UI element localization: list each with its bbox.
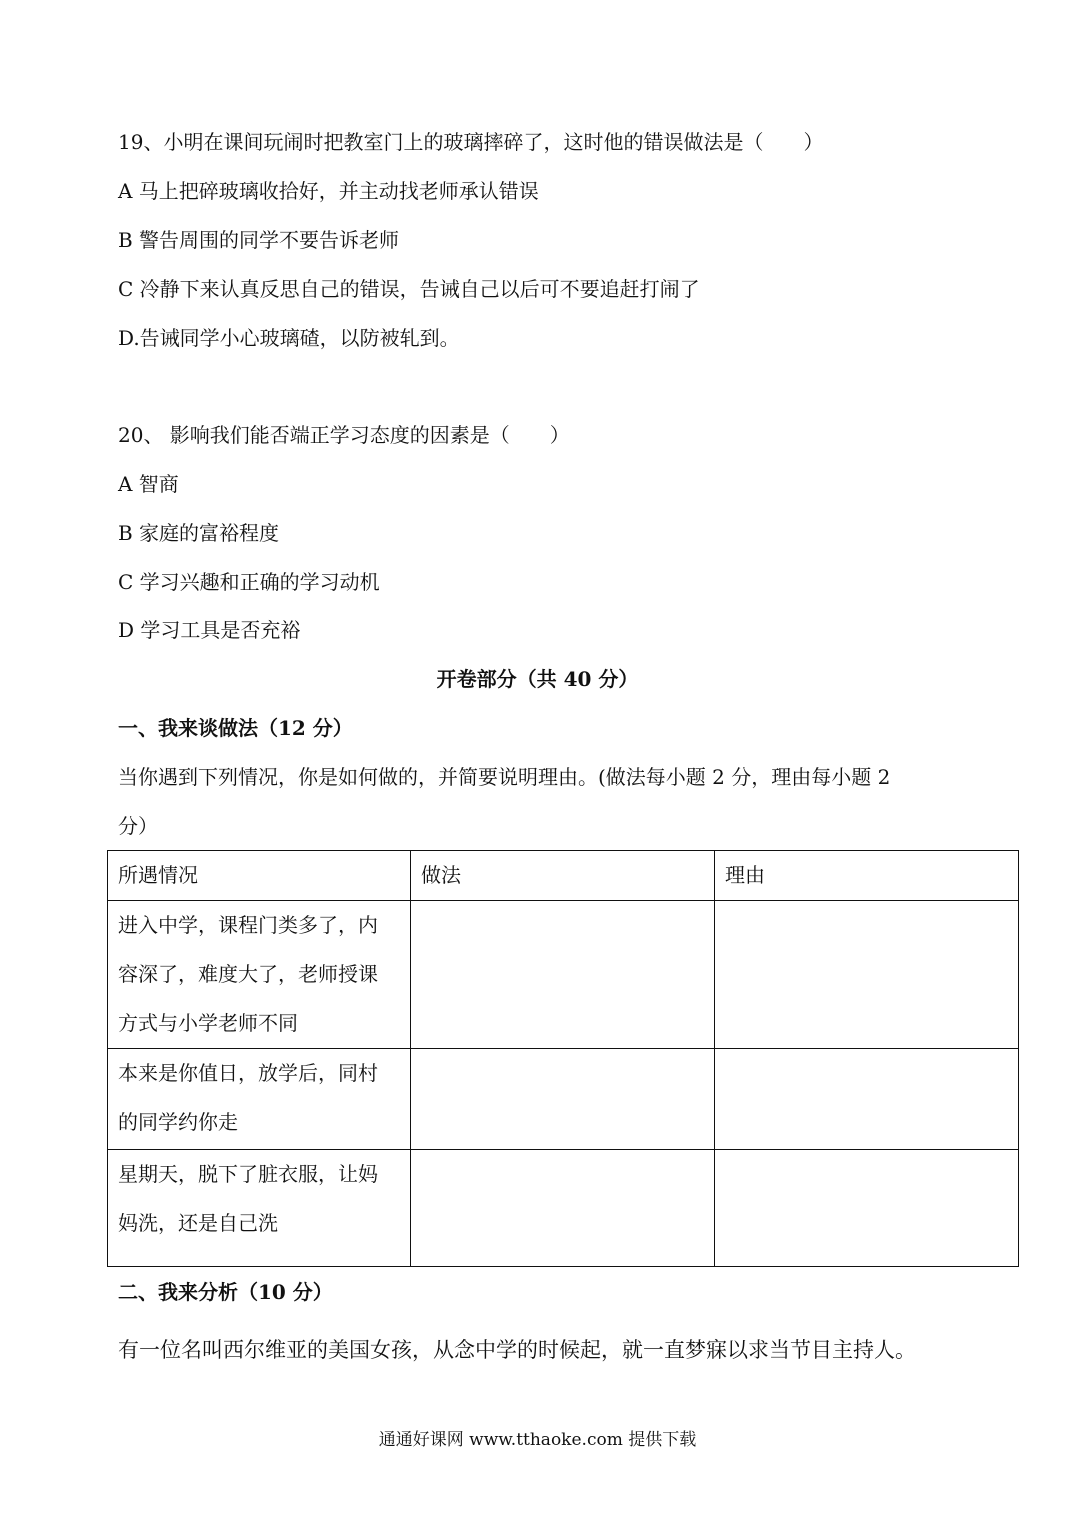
- question-19-option-a: A 马上把碎玻璃收拾好，并主动找老师承认错误: [118, 179, 539, 203]
- table-header-row: [108, 851, 1019, 901]
- situation-cell: [108, 1150, 411, 1267]
- situation-text-line: 的同学约你走: [118, 1110, 238, 1134]
- table-row: [108, 901, 1019, 1049]
- approach-answer-cell[interactable]: [411, 1150, 715, 1267]
- part2-paragraph: 有一位名叫西尔维亚的美国女孩，从念中学的时候起，就一直梦寐以求当节目主持人。: [118, 1338, 916, 1362]
- reason-answer-cell[interactable]: [715, 1150, 1019, 1267]
- situation-table: [107, 850, 1019, 1267]
- part1-instruction-line1: 当你遇到下列情况，你是如何做的，并简要说明理由。(做法每小题 2 分，理由每小题 2: [118, 765, 891, 789]
- header-approach: 做法: [411, 851, 715, 901]
- open-section-title: 开卷部分（共 40 分）: [436, 667, 639, 691]
- question-19-option-c: C 冷静下来认真反思自己的错误，告诫自己以后可不要追赶打闹了: [118, 277, 700, 301]
- header-reason: 理由: [715, 851, 1019, 901]
- table-row: [108, 1150, 1019, 1267]
- table-row: [108, 1049, 1019, 1150]
- reason-answer-cell[interactable]: [715, 901, 1019, 1049]
- situation-text-line: 星期天，脱下了脏衣服，让妈: [118, 1162, 378, 1186]
- situation-text-line: 进入中学，课程门类多了，内: [118, 913, 378, 937]
- approach-answer-cell[interactable]: [411, 1049, 715, 1150]
- part1-heading: 一、我来谈做法（12 分）: [118, 716, 353, 740]
- question-20-stem: 20、 影响我们能否端正学习态度的因素是（ ）: [118, 423, 570, 447]
- situation-text-line: 妈洗，还是自己洗: [118, 1211, 278, 1235]
- question-19-stem: 19、小明在课间玩闹时把教室门上的玻璃摔碎了，这时他的错误做法是（ ）: [118, 130, 824, 154]
- page-footer: 通通好课网 www.tthaoke.com 提供下载: [378, 1430, 697, 1450]
- question-19-option-d: D.告诫同学小心玻璃碴，以防被轧到。: [118, 326, 460, 350]
- situation-cell: [108, 901, 411, 1049]
- question-19-option-b: B 警告周围的同学不要告诉老师: [118, 228, 400, 252]
- situation-text-line: 容深了，难度大了，老师授课: [118, 962, 378, 986]
- header-situation: 所遇情况: [108, 851, 411, 901]
- question-20-option-a: A 智商: [118, 472, 179, 496]
- reason-answer-cell[interactable]: [715, 1049, 1019, 1150]
- question-20-option-c: C 学习兴趣和正确的学习动机: [118, 570, 380, 594]
- part1-instruction-line2: 分）: [118, 814, 158, 838]
- question-20-option-d: D 学习工具是否充裕: [118, 618, 301, 642]
- situation-text-line: 本来是你值日，放学后，同村: [118, 1061, 378, 1085]
- situation-text-line: 方式与小学老师不同: [118, 1011, 298, 1035]
- part2-heading: 二、我来分析（10 分）: [118, 1280, 333, 1304]
- situation-cell: [108, 1049, 411, 1150]
- question-20-option-b: B 家庭的富裕程度: [118, 521, 280, 545]
- approach-answer-cell[interactable]: [411, 901, 715, 1049]
